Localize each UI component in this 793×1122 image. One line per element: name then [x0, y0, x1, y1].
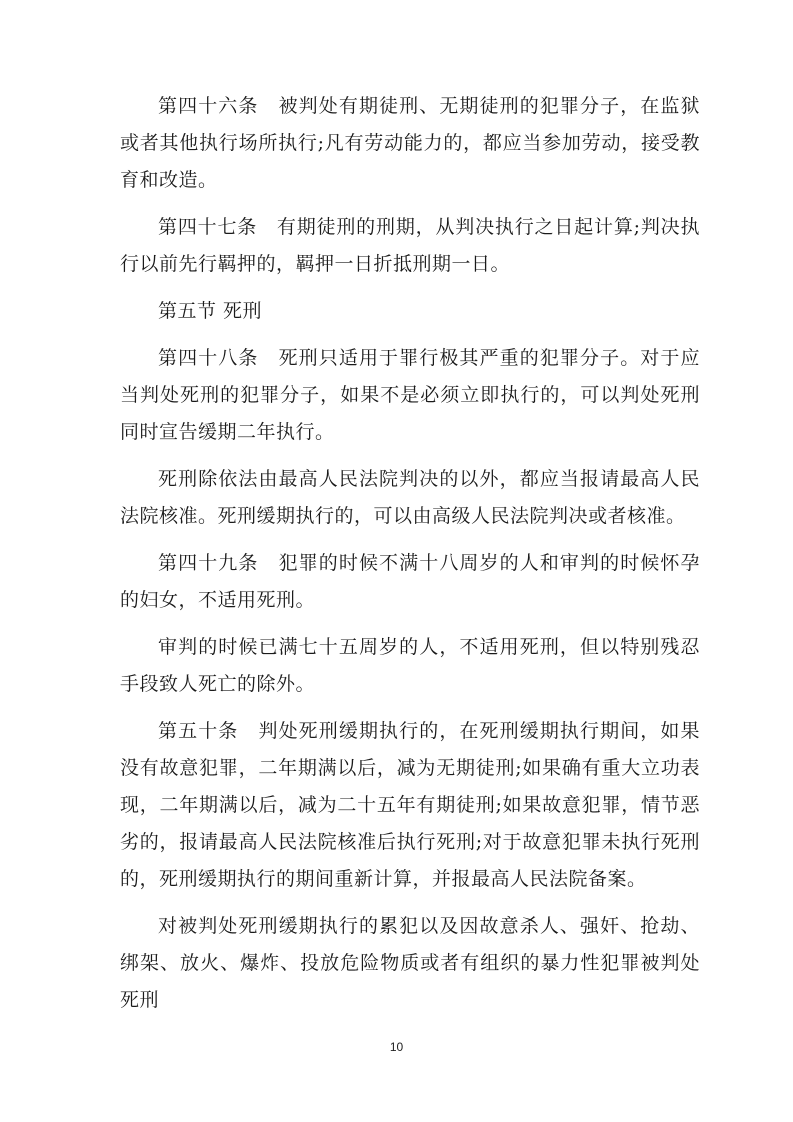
paragraph-article-50: 第五十条 判处死刑缓期执行的，在死刑缓期执行期间，如果没有故意犯罪，二年期满以后，减为无期徒刑;如果确有重大立功表现，二年期满以后，减为二十五年有期徒刑;如果故意犯罪，情节恶劣的，报请最高人民法院核准后执行死刑;对于故意犯罪未执行死刑的，死刑缓期执行的期间重新计算，并报最高人民法院备案。 [120, 720, 700, 890]
section-heading: 第五节 死刑 [158, 300, 263, 322]
document-body [120, 88, 700, 1029]
paragraph-article-49: 第四十九条 犯罪的时候不满十八周岁的人和审判的时候怀孕的妇女，不适用死刑。 [120, 552, 700, 611]
paragraph-article-48: 第四十八条 死刑只适用于罪行极其严重的犯罪分子。对于应当判处死刑的犯罪分子，如果不是必须立即执行的，可以判处死刑同时宣告缓期二年执行。 [120, 347, 700, 443]
page-number: 10 [389, 1040, 404, 1054]
paragraph-article-50-clause-2: 对被判处死刑缓期执行的累犯以及因故意杀人、强奸、抢劫、绑架、放火、爆炸、投放危险物质或者有组织的暴力性犯罪被判处死刑 [120, 915, 700, 1011]
paragraph-article-46: 第四十六条 被判处有期徒刑、无期徒刑的犯罪分子，在监狱或者其他执行场所执行;凡有劳动能力的，都应当参加劳动，接受教育和改造。 [120, 95, 700, 191]
paragraph-article-49-clause-2: 审判的时候已满七十五周岁的人，不适用死刑，但以特别残忍手段致人死亡的除外。 [120, 636, 700, 695]
paragraph-article-47: 第四十七条 有期徒刑的刑期，从判决执行之日起计算;判决执行以前先行羁押的，羁押一日折抵刑期一日。 [120, 216, 700, 275]
paragraph-article-48-clause-2: 死刑除依法由最高人民法院判决的以外，都应当报请最高人民法院核准。死刑缓期执行的，可以由高级人民法院判决或者核准。 [120, 468, 700, 527]
